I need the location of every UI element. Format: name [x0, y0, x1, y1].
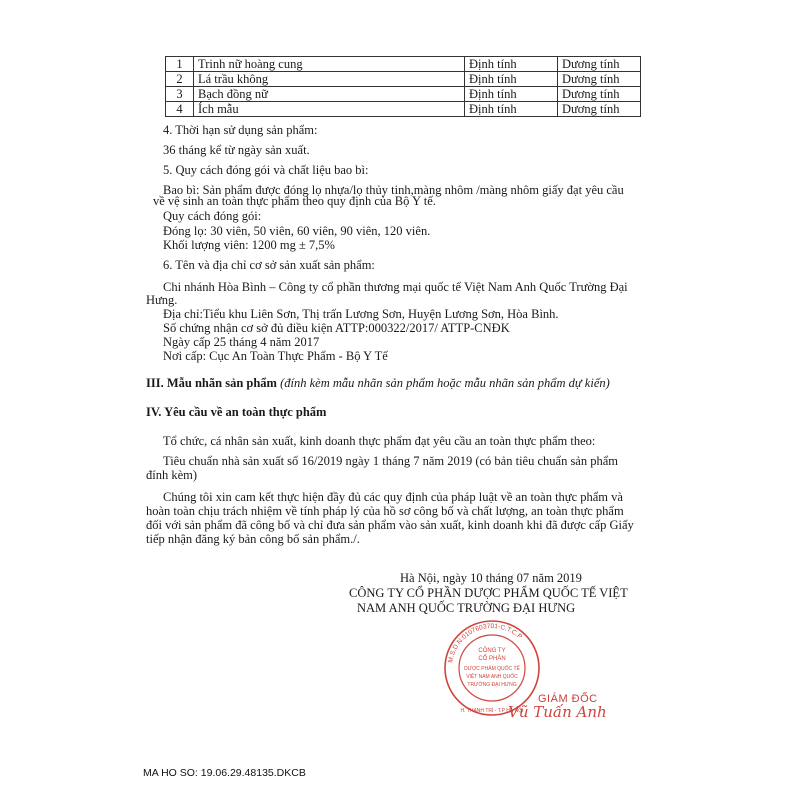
manufacturer-line1: Chi nhánh Hòa Bình – Công ty cổ phần thương mại quốc tế Việt Nam Anh Quốc Trường Đại	[163, 280, 628, 294]
table-row	[166, 57, 641, 72]
seal-outer-text: M.S.D.N:0107603701-C.T.C.P	[447, 622, 524, 664]
certificate-issuer: Nơi cấp: Cục An Toàn Thực Phẩm - Bộ Y Tế	[163, 349, 388, 363]
director-signature: Vũ Tuấn Anh	[508, 703, 607, 721]
table-row	[166, 102, 641, 117]
commitment-line4: tiếp nhận đăng ký bản công bố sản phẩm./.	[146, 532, 360, 546]
seal-line1: CÔNG TY	[478, 648, 506, 654]
test-result: Dương tính	[558, 87, 641, 102]
row-number: 4	[166, 102, 194, 117]
test-method: Định tính	[465, 72, 558, 87]
tablet-weight: Khối lượng viên: 1200 mg ± 7,5%	[163, 238, 335, 252]
seal-bottom-text: H. THANH TRÌ - T.P HÀ NỘI	[460, 708, 524, 714]
ingredient-name: Ích mẫu	[194, 102, 465, 117]
ingredient-name: Lá trầu không	[194, 72, 465, 87]
manufacturer-address: Địa chỉ:Tiểu khu Liên Sơn, Thị trấn Lương Sơn, Huyện Lương Sơn, Hòa Bình.	[163, 307, 559, 321]
table-row	[166, 87, 641, 102]
test-result: Dương tính	[558, 102, 641, 117]
section-iv-heading: IV. Yêu cầu về an toàn thực phẩm	[146, 405, 327, 419]
section-iv-intro: Tổ chức, cá nhân sản xuất, kinh doanh thực phẩm đạt yêu cầu an toàn thực phẩm theo:	[163, 434, 596, 448]
place-and-date: Hà Nội, ngày 10 tháng 07 năm 2019	[400, 571, 582, 585]
ingredient-name: Trinh nữ hoàng cung	[194, 57, 465, 72]
packaging-line2: về vệ sinh an toàn thực phẩm theo quy định của Bộ Y tế.	[153, 194, 436, 208]
certificate-issue-date: Ngày cấp 25 tháng 4 năm 2017	[163, 335, 320, 349]
standard-line2: đính kèm)	[146, 468, 198, 482]
commitment-line1: Chúng tôi xin cam kết thực hiện đầy đủ các quy định của pháp luật về an toàn thực phẩm và	[163, 490, 623, 504]
dossier-code: MA HO SO: 19.06.29.48135.DKCB	[143, 767, 306, 779]
test-results-table	[165, 56, 641, 117]
shelf-life-text: 36 tháng kể từ ngày sản xuất.	[163, 143, 310, 157]
test-method: Định tính	[465, 102, 558, 117]
packing-spec-label: Quy cách đóng gói:	[163, 209, 262, 223]
seal-line4: VIỆT NAM ANH QUỐC	[466, 674, 518, 680]
seal-line5: TRƯỜNG ĐẠI HƯNG	[467, 682, 517, 688]
director-title: GIÁM ĐỐC	[538, 693, 598, 705]
test-result: Dương tính	[558, 57, 641, 72]
test-method: Định tính	[465, 87, 558, 102]
section5-heading: 5. Quy cách đóng gói và chất liệu bao bì:	[163, 163, 369, 177]
standard-line1: Tiêu chuẩn nhà sản xuất số 16/2019 ngày 1 tháng 7 năm 2019 (có bản tiêu chuẩn sản phẩm	[163, 454, 619, 468]
row-number: 1	[166, 57, 194, 72]
section6-heading: 6. Tên và địa chỉ cơ sở sản xuất sản phẩm:	[163, 258, 375, 272]
section-iii	[146, 376, 610, 391]
commitment-line2: hoàn toàn chịu trách nhiệm về tính pháp lý của hồ sơ công bố và chất lượng, an toàn thực phẩm	[146, 504, 624, 518]
seal-line3: DƯỢC PHẨM QUỐC TẾ	[464, 666, 520, 672]
ingredient-name: Bạch đồng nữ	[194, 87, 465, 102]
company-name-line2: NAM ANH QUỐC TRƯỜNG ĐẠI HƯNG	[357, 601, 576, 615]
facility-certificate: Số chứng nhận cơ sở đủ điều kiện ATTP:000322/2017/ ATTP-CNĐK	[163, 321, 510, 335]
section-iii-heading: III. Mẫu nhãn sản phẩm	[146, 376, 277, 390]
section-iii-note: (đính kèm mẫu nhãn sản phẩm hoặc mẫu nhãn sản phẩm dự kiến)	[280, 376, 610, 390]
row-number: 3	[166, 87, 194, 102]
test-result: Dương tính	[558, 72, 641, 87]
manufacturer-line2: Hưng.	[146, 293, 178, 307]
table-row	[166, 72, 641, 87]
company-name-line1: CÔNG TY CỔ PHẦN DƯỢC PHẨM QUỐC TẾ VIỆT	[349, 586, 628, 600]
bottle-spec: Đóng lọ: 30 viên, 50 viên, 60 viên, 90 viên, 120 viên.	[163, 224, 431, 238]
row-number: 2	[166, 72, 194, 87]
packaging-line1: Bao bì: Sản phẩm được đóng lọ nhựa/lọ thủy tinh,màng nhôm /màng nhôm giấy đạt yêu cầu	[163, 183, 624, 197]
commitment-line3: đối với sản phẩm đã công bố và chỉ đưa sản phẩm vào sản xuất, kinh doanh khi đã được cấp Giấy	[146, 518, 634, 532]
seal-line2: CỔ PHẦN	[478, 656, 506, 662]
test-method: Định tính	[465, 57, 558, 72]
section4-heading: 4. Thời hạn sử dụng sản phẩm:	[163, 123, 318, 137]
